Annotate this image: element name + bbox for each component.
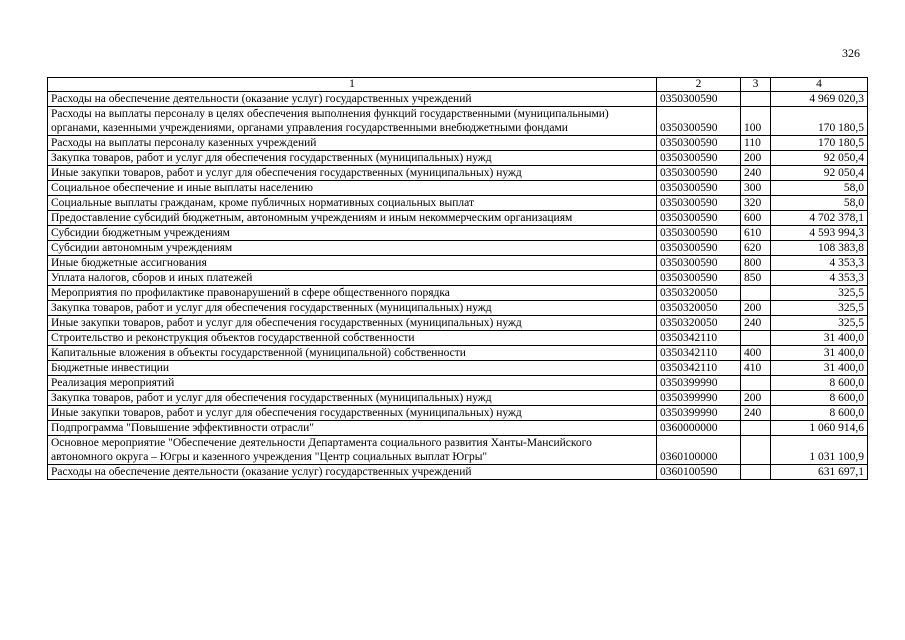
table-header-row	[48, 78, 868, 92]
row-code: 0350342110	[657, 361, 741, 376]
table-row	[48, 465, 868, 480]
row-name: Иные бюджетные ассигнования	[48, 256, 657, 271]
row-amount: 325,5	[771, 301, 868, 316]
row-name: Иные закупки товаров, работ и услуг для обеспечения государственных (муниципальных) нужд	[48, 316, 657, 331]
row-code: 0350300590	[657, 196, 741, 211]
row-code: 0350342110	[657, 331, 741, 346]
row-amount: 92 050,4	[771, 151, 868, 166]
row-code: 0350300590	[657, 256, 741, 271]
table-row	[48, 391, 868, 406]
row-amount: 325,5	[771, 316, 868, 331]
table-row	[48, 346, 868, 361]
row-name: Предоставление субсидий бюджетным, автономным учреждениям и иным некоммерческим организациям	[48, 211, 657, 226]
table-row	[48, 211, 868, 226]
row-type: 240	[741, 166, 771, 181]
row-name: Подпрограмма "Повышение эффективности отрасли"	[48, 421, 657, 436]
table-row	[48, 331, 868, 346]
row-name: Расходы на обеспечение деятельности (оказание услуг) государственных учреждений	[48, 465, 657, 480]
row-name: Иные закупки товаров, работ и услуг для обеспечения государственных (муниципальных) нужд	[48, 166, 657, 181]
row-name: Реализация мероприятий	[48, 376, 657, 391]
header-col-type: 3	[741, 78, 771, 92]
row-amount: 108 383,8	[771, 241, 868, 256]
row-amount: 31 400,0	[771, 346, 868, 361]
row-code: 0350300590	[657, 241, 741, 256]
table-row	[48, 271, 868, 286]
table-row	[48, 421, 868, 436]
header-col-code: 2	[657, 78, 741, 92]
row-amount: 8 600,0	[771, 391, 868, 406]
table-row	[48, 92, 868, 107]
row-type: 610	[741, 226, 771, 241]
row-amount: 170 180,5	[771, 107, 868, 136]
row-amount: 631 697,1	[771, 465, 868, 480]
table-row	[48, 256, 868, 271]
table-row	[48, 436, 868, 465]
row-amount: 325,5	[771, 286, 868, 301]
row-amount: 31 400,0	[771, 331, 868, 346]
row-type: 110	[741, 136, 771, 151]
row-type: 200	[741, 151, 771, 166]
row-type: 200	[741, 391, 771, 406]
row-name: Уплата налогов, сборов и иных платежей	[48, 271, 657, 286]
row-type: 240	[741, 406, 771, 421]
row-type: 850	[741, 271, 771, 286]
row-type: 240	[741, 316, 771, 331]
row-code: 0350300590	[657, 181, 741, 196]
row-type	[741, 331, 771, 346]
row-name: Закупка товаров, работ и услуг для обеспечения государственных (муниципальных) нужд	[48, 301, 657, 316]
table-row	[48, 136, 868, 151]
table-row	[48, 226, 868, 241]
row-amount: 4 353,3	[771, 256, 868, 271]
row-amount: 4 702 378,1	[771, 211, 868, 226]
table-row	[48, 376, 868, 391]
table-row	[48, 151, 868, 166]
table-row	[48, 241, 868, 256]
row-amount: 4 969 020,3	[771, 92, 868, 107]
row-amount: 8 600,0	[771, 406, 868, 421]
row-amount: 4 353,3	[771, 271, 868, 286]
row-amount: 8 600,0	[771, 376, 868, 391]
row-code: 0350300590	[657, 92, 741, 107]
row-amount: 58,0	[771, 196, 868, 211]
row-code: 0350399990	[657, 376, 741, 391]
row-code: 0350300590	[657, 107, 741, 136]
row-name: Расходы на выплаты персоналу в целях обеспечения выполнения функций государственными (муниципальными) органами, казенными учреждениями, органами управления государственными внебюджетными фондами	[48, 107, 657, 136]
row-type: 620	[741, 241, 771, 256]
row-name: Капитальные вложения в объекты государственной (муниципальной) собственности	[48, 346, 657, 361]
header-col-name: 1	[48, 78, 657, 92]
row-name: Закупка товаров, работ и услуг для обеспечения государственных (муниципальных) нужд	[48, 391, 657, 406]
row-amount: 58,0	[771, 181, 868, 196]
row-code: 0350399990	[657, 391, 741, 406]
row-type	[741, 421, 771, 436]
row-code: 0360100590	[657, 465, 741, 480]
table-row	[48, 301, 868, 316]
row-code: 0350320050	[657, 286, 741, 301]
row-code: 0350300590	[657, 226, 741, 241]
row-amount: 170 180,5	[771, 136, 868, 151]
table-row	[48, 166, 868, 181]
row-name: Основное мероприятие "Обеспечение деятельности Департамента социального развития Ханты-Мансийского автономного округа – Югры и казенного учреждения "Центр социальных выплат Югры"	[48, 436, 657, 465]
row-name: Социальное обеспечение и иные выплаты населению	[48, 181, 657, 196]
table-row	[48, 107, 868, 136]
page-number: 326	[842, 46, 860, 60]
row-name: Субсидии бюджетным учреждениям	[48, 226, 657, 241]
row-code: 0350300590	[657, 271, 741, 286]
row-type: 300	[741, 181, 771, 196]
row-name: Мероприятия по профилактике правонарушений в сфере общественного порядка	[48, 286, 657, 301]
row-code: 0350300590	[657, 211, 741, 226]
table-row	[48, 286, 868, 301]
row-code: 0350300590	[657, 136, 741, 151]
row-code: 0350342110	[657, 346, 741, 361]
row-name: Закупка товаров, работ и услуг для обеспечения государственных (муниципальных) нужд	[48, 151, 657, 166]
table-row	[48, 406, 868, 421]
budget-table	[47, 77, 868, 480]
row-name: Социальные выплаты гражданам, кроме публичных нормативных социальных выплат	[48, 196, 657, 211]
row-type	[741, 92, 771, 107]
table-row	[48, 316, 868, 331]
row-amount: 4 593 994,3	[771, 226, 868, 241]
row-name: Иные закупки товаров, работ и услуг для обеспечения государственных (муниципальных) нужд	[48, 406, 657, 421]
row-amount: 92 050,4	[771, 166, 868, 181]
row-code: 0350300590	[657, 166, 741, 181]
row-type: 800	[741, 256, 771, 271]
row-code: 0350320050	[657, 316, 741, 331]
row-type: 200	[741, 301, 771, 316]
row-amount: 1 031 100,9	[771, 436, 868, 465]
row-name: Расходы на обеспечение деятельности (оказание услуг) государственных учреждений	[48, 92, 657, 107]
row-type	[741, 465, 771, 480]
row-type	[741, 376, 771, 391]
table-row	[48, 361, 868, 376]
row-name: Строительство и реконструкция объектов государственной собственности	[48, 331, 657, 346]
row-type: 400	[741, 346, 771, 361]
row-type: 600	[741, 211, 771, 226]
row-type	[741, 436, 771, 465]
row-type: 320	[741, 196, 771, 211]
row-amount: 1 060 914,6	[771, 421, 868, 436]
row-code: 0360000000	[657, 421, 741, 436]
row-type: 100	[741, 107, 771, 136]
row-code: 0350399990	[657, 406, 741, 421]
row-name: Бюджетные инвестиции	[48, 361, 657, 376]
row-name: Субсидии автономным учреждениям	[48, 241, 657, 256]
row-name: Расходы на выплаты персоналу казенных учреждений	[48, 136, 657, 151]
header-col-amount: 4	[771, 78, 868, 92]
row-type	[741, 286, 771, 301]
row-code: 0350300590	[657, 151, 741, 166]
row-type: 410	[741, 361, 771, 376]
row-code: 0360100000	[657, 436, 741, 465]
table-row	[48, 181, 868, 196]
table-row	[48, 196, 868, 211]
row-code: 0350320050	[657, 301, 741, 316]
row-amount: 31 400,0	[771, 361, 868, 376]
